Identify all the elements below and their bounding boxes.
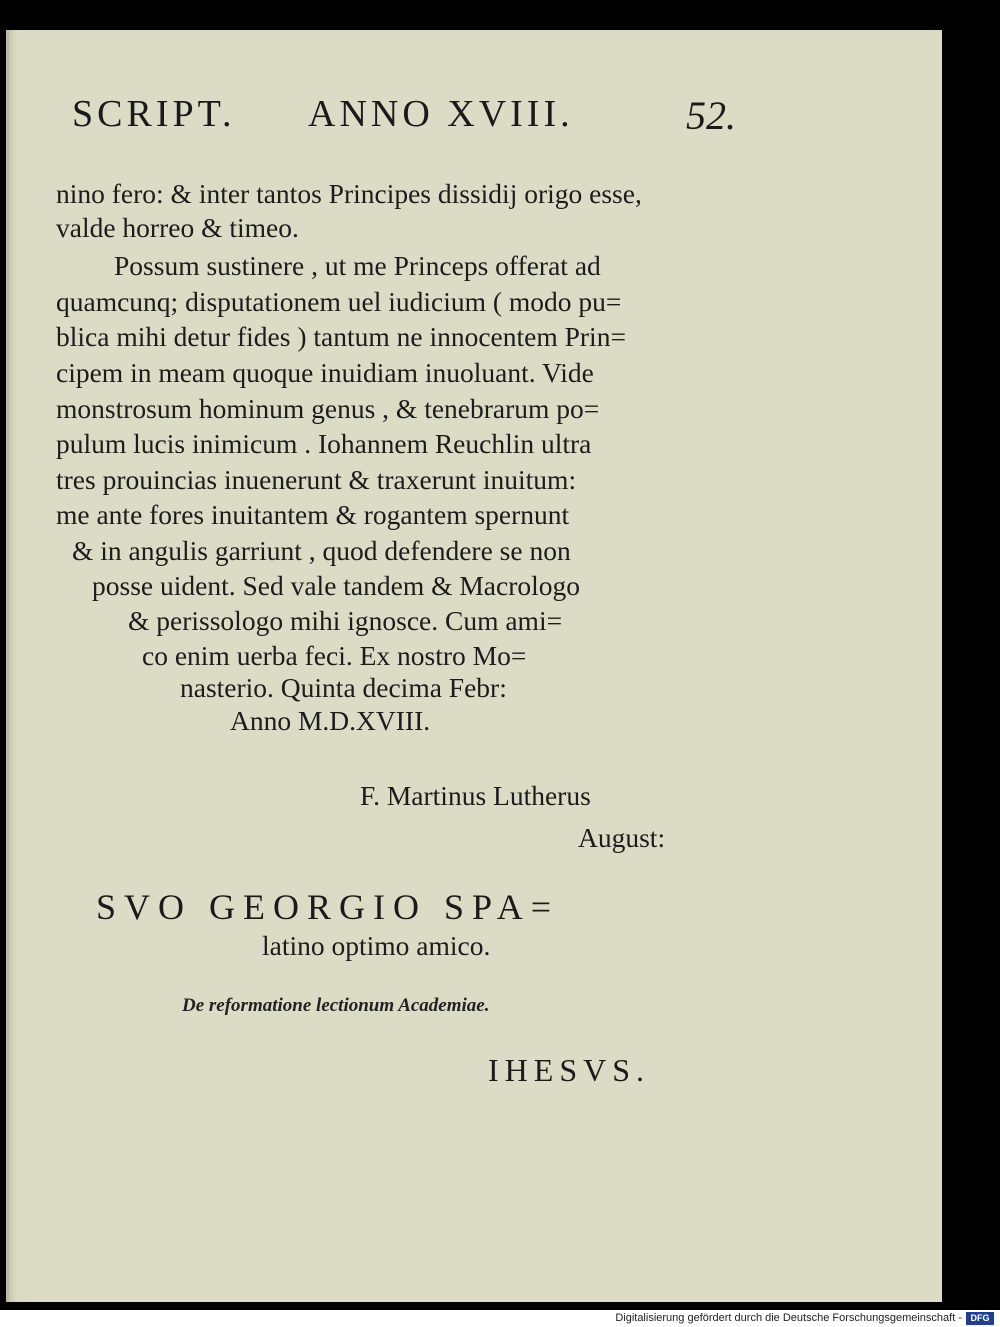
body-line: blica mihi detur fides ) tantum ne innocentem Prin= — [56, 321, 626, 352]
body-line: cipem in meam quoque inuidiam inuoluant. Vide — [56, 357, 594, 388]
body-line: monstrosum hominum genus , & tenebrarum po= — [56, 393, 600, 424]
signature-order: August: — [578, 822, 666, 853]
dfg-logo: DFG — [966, 1312, 994, 1325]
body-line: & perissologo mihi ignosce. Cum ami= — [128, 605, 563, 636]
body-line: co enim uerba feci. Ex nostro Mo= — [142, 640, 527, 671]
header-left: SCRIPT. — [72, 93, 236, 135]
page-gutter — [9, 30, 17, 1302]
body-line: & in angulis garriunt , quod defendere se non — [72, 535, 571, 566]
running-header — [72, 92, 772, 152]
header-middle: ANNO XVIII. — [308, 93, 574, 135]
address-line-2: latino optimo amico. — [262, 930, 491, 961]
body-line: quamcunq; disputationem uel iudicium ( modo pu= — [56, 286, 622, 317]
footer-credit: Digitalisierung gefördert durch die Deutsche Forschungsgemeinschaft - — [615, 1312, 962, 1324]
body-line: me ante fores inuitantem & rogantem spernunt — [56, 499, 570, 530]
body-line: nasterio. Quinta decima Febr: — [180, 672, 507, 703]
body-line: valde horreo & timeo. — [56, 212, 299, 243]
body-line: tres prouincias inuenerunt & traxerunt inuitum: — [56, 464, 577, 495]
body-line: nino fero: & inter tantos Principes dissidij origo esse, — [56, 178, 642, 209]
body-line: Possum sustinere , ut me Princeps offerat ad — [114, 250, 601, 281]
signature-name: F. Martinus Lutherus — [360, 780, 591, 811]
body-line: posse uident. Sed vale tandem & Macrologo — [92, 570, 581, 601]
letter-subject: De reformatione lectionum Academiae. — [182, 995, 490, 1016]
address-line-1: SVO GEORGIO SPA= — [96, 887, 560, 927]
page-number: 52. — [686, 93, 736, 138]
invocation: IHESVS. — [488, 1052, 651, 1088]
body-line: Anno M.D.XVIII. — [230, 705, 431, 736]
body-line: pulum lucis inimicum . Iohannem Reuchlin ultra — [56, 428, 592, 459]
